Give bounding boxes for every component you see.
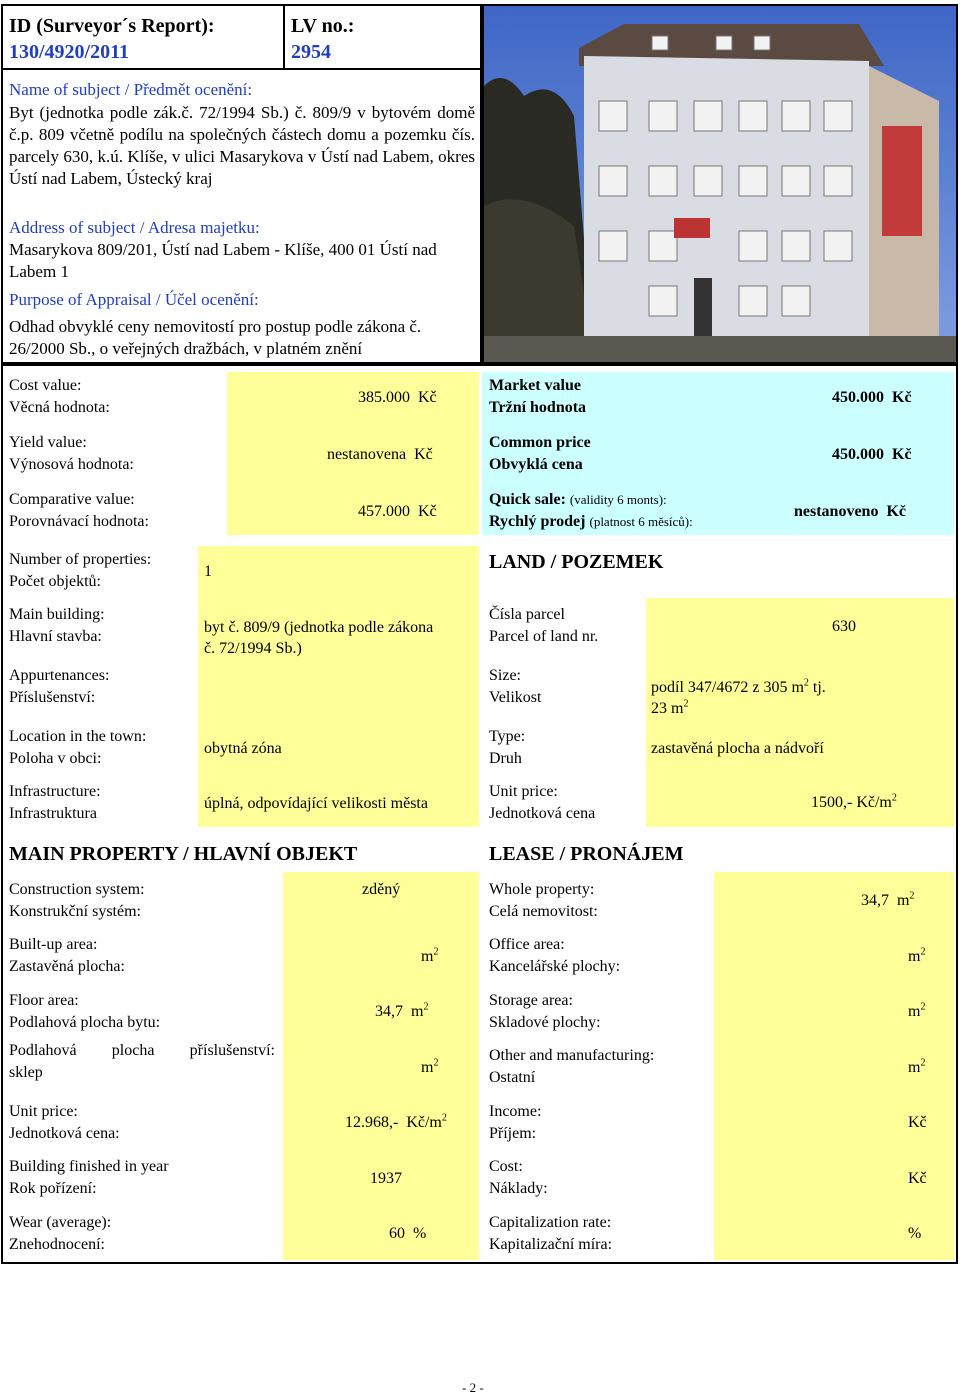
cap-rate-percent: % — [908, 1225, 922, 1242]
cost-label-cz: Věcná hodnota: — [9, 399, 110, 416]
wear-label-en: Wear (average): — [9, 1214, 112, 1231]
storage-label-en: Storage area: — [489, 992, 573, 1009]
office-unit: $m^2$ — [908, 946, 926, 965]
market-value: 450.000 Kč — [832, 389, 912, 406]
main-property-title: MAIN PROPERTY / HLAVNÍ OBJEKT — [9, 843, 358, 865]
building-photo — [482, 4, 958, 364]
year-label-cz: Rok pořízení: — [9, 1180, 97, 1197]
size-label-cz: Velikost — [489, 689, 542, 706]
lv-number: 2954 — [291, 41, 331, 63]
building-photo-image — [484, 6, 956, 362]
location-label-en: Location in the town: — [9, 728, 147, 745]
floor-area-label-en: Floor area: — [9, 992, 79, 1009]
common-value: 450.000 Kč — [832, 446, 912, 463]
whole-label-cz: Celá nemovitost: — [489, 903, 598, 920]
income-label-en: Income: — [489, 1103, 542, 1120]
office-label-cz: Kancelářské plochy: — [489, 958, 621, 975]
storage-unit: $m^2$ — [908, 1001, 926, 1020]
size-value: podíl 347/4672 z 305 $m^2$ tj. 23 $m^2$ — [651, 677, 826, 717]
type-value: zastavěná plocha a nádvoří — [651, 740, 824, 757]
main-property-bg — [283, 872, 479, 1260]
quick-label-en: Quick sale: (validity 6 monts): — [489, 491, 667, 508]
unit-price-label-cz: Jednotková cena: — [9, 1125, 120, 1142]
income-currency: Kč — [908, 1114, 927, 1131]
infrastructure-label-en: Infrastructure: — [9, 783, 101, 800]
purpose-label: Purpose of Appraisal / Účel ocenění: — [9, 290, 259, 309]
count-value: 1 — [204, 563, 212, 580]
count-label-en: Number of properties: — [9, 551, 152, 568]
appurtenance-area-label: Podlahová plocha příslušenství: sklep — [9, 1042, 275, 1081]
comparative-label-cz: Porovnávací hodnota: — [9, 513, 149, 530]
comparative-label-en: Comparative value: — [9, 491, 135, 508]
lease-cost-currency: Kč — [908, 1170, 927, 1187]
purpose-text: Odhad obvyklé ceny nemovitostí pro postup podle zákona č. 26/2000 Sb., o veřejných dražbách, v platném znění — [9, 317, 422, 358]
subject-name-text: Byt (jednotka podle zák.č. 72/1994 Sb.) č. 809/9 v bytovém domě č.p. 809 včetně podílu na společných částech domu a pozemku čís. parcely 630, k.ú. Klíše, v ulici Masarykova v Ústí nad Labem, okres Ústí nad Labem, Ústecký kraj — [9, 103, 475, 188]
report-number: 130/4920/2011 — [9, 41, 130, 63]
built-up-label-cz: Zastavěná plocha: — [9, 958, 125, 975]
appurtenances-label-en: Appurtenances: — [9, 667, 110, 684]
wear-value: 60 % — [389, 1225, 427, 1242]
cap-rate-label-cz: Kapitalizační míra: — [489, 1236, 613, 1253]
yield-label-cz: Výnosová hodnota: — [9, 456, 134, 473]
wear-label-cz: Znehodnocení: — [9, 1236, 105, 1253]
main-building-value: byt č. 809/9 (jednotka podle zákona č. 72/1994 Sb.) — [204, 619, 434, 657]
location-value: obytná zóna — [204, 740, 282, 757]
construction-label-cz: Konstrukční systém: — [9, 903, 141, 920]
address-text: Masarykova 809/201, Ústí nad Labem - Klíše, 400 01 Ústí nad Labem 1 — [9, 240, 437, 281]
cap-rate-label-en: Capitalization rate: — [489, 1214, 612, 1231]
land-title: LAND / POZEMEK — [489, 551, 664, 573]
whole-label-en: Whole property: — [489, 881, 595, 898]
common-label-cz: Obvyklá cena — [489, 456, 583, 473]
other-label-cz: Ostatní — [489, 1069, 536, 1086]
address-label: Address of subject / Adresa majetku: — [9, 218, 260, 237]
comparative-value: 457.000 Kč — [358, 503, 437, 520]
page-number: - 2 - — [462, 1380, 484, 1395]
cost-label-en: Cost value: — [9, 377, 82, 394]
construction-value: zděný — [362, 881, 401, 898]
infrastructure-value: úplná, odpovídající velikosti města — [204, 795, 428, 812]
floor-area-label-cz: Podlahová plocha bytu: — [9, 1014, 161, 1031]
lease-title: LEASE / PRONÁJEM — [489, 843, 684, 865]
location-label-cz: Poloha v obci: — [9, 750, 102, 767]
cost-value: 385.000 Kč — [358, 389, 437, 406]
quick-value: nestanoveno Kč — [794, 503, 906, 520]
built-up-unit: $m^2$ — [421, 946, 439, 965]
other-label-en: Other and manufacturing: — [489, 1047, 655, 1064]
appurtenance-area-unit: $m^2$ — [421, 1057, 439, 1076]
main-building-label-en: Main building: — [9, 606, 105, 623]
lease-cost-label-en: Cost: — [489, 1158, 523, 1175]
header-divider — [283, 4, 285, 70]
office-label-en: Office area: — [489, 936, 565, 953]
other-unit: $m^2$ — [908, 1057, 926, 1076]
year-value: 1937 — [370, 1170, 402, 1187]
infrastructure-label-cz: Infrastruktura — [9, 805, 97, 822]
parcel-label-cz: Čísla parcel — [489, 606, 565, 623]
size-label-en: Size: — [489, 667, 521, 684]
common-label-en: Common price — [489, 434, 591, 451]
type-label-cz: Druh — [489, 750, 522, 767]
land-unit-label-en: Unit price: — [489, 783, 558, 800]
year-label-en: Building finished in year — [9, 1158, 169, 1175]
properties-bg — [198, 546, 479, 827]
count-label-cz: Počet objektů: — [9, 573, 101, 590]
income-label-cz: Příjem: — [489, 1125, 537, 1142]
built-up-label-en: Built-up area: — [9, 936, 98, 953]
quick-label-cz: Rychlý prodej (platnost 6 měsíců): — [489, 513, 693, 530]
construction-label-en: Construction system: — [9, 881, 145, 898]
floor-area-value: 34,7 $m^2$ — [375, 1001, 429, 1020]
appurtenances-label-cz: Příslušenství: — [9, 689, 96, 706]
storage-label-cz: Skladové plochy: — [489, 1014, 601, 1031]
report-label: ID (Surveyor´s Report): — [9, 15, 215, 37]
yield-value: nestanovena Kč — [327, 446, 433, 463]
type-label-en: Type: — [489, 728, 526, 745]
market-label-cz: Tržní hodnota — [489, 399, 587, 416]
yield-label-en: Yield value: — [9, 434, 87, 451]
main-building-label-cz: Hlavní stavba: — [9, 628, 102, 645]
parcel-value: 630 — [832, 618, 856, 635]
subject-name-label: Name of subject / Předmět ocenění: — [9, 80, 253, 99]
land-unit-label-cz: Jednotková cena — [489, 805, 596, 822]
lease-cost-label-cz: Náklady: — [489, 1180, 548, 1197]
land-unit-value: 1500,- $Kč/m^2$ — [811, 792, 897, 811]
unit-price-label-en: Unit price: — [9, 1103, 78, 1120]
market-label-en: Market value — [489, 377, 581, 394]
lv-label: LV no.: — [291, 15, 355, 37]
unit-price-value: 12.968,- $Kč/m^2$ — [345, 1112, 447, 1131]
whole-value: 34,7 $m^2$ — [861, 890, 915, 909]
parcel-label-en: Parcel of land nr. — [489, 628, 599, 645]
